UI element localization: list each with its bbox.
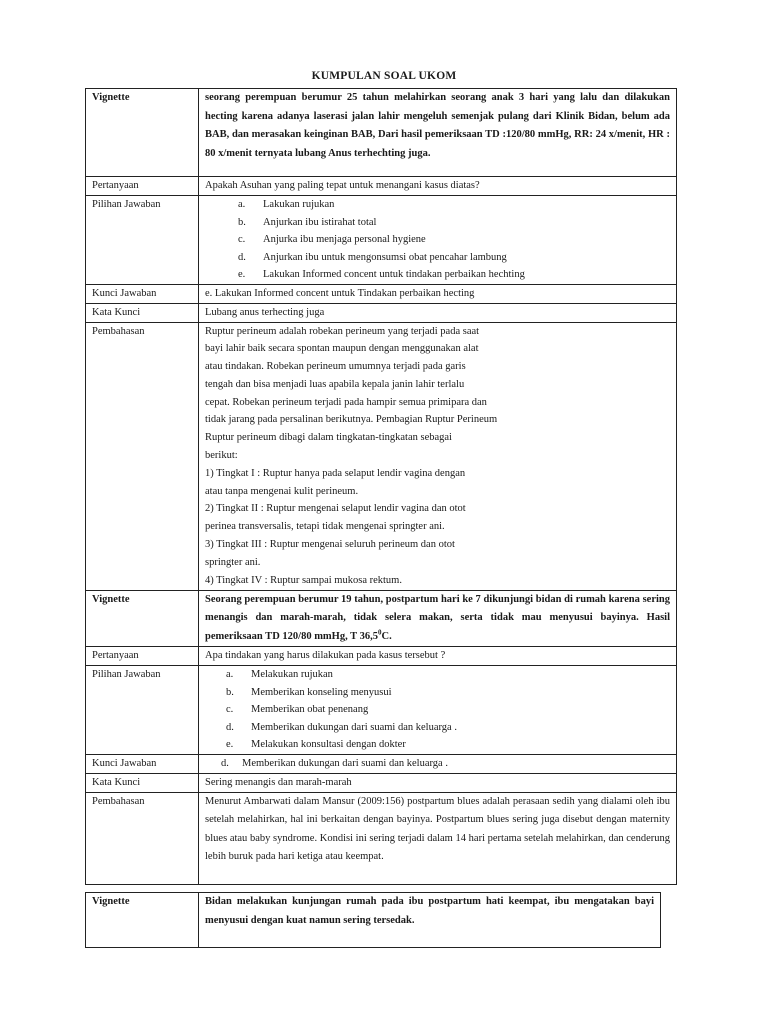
case1-discussion	[199, 322, 677, 590]
case2-keyword: Sering menangis dan marah-marah	[199, 773, 677, 792]
discussion-line: 2) Tingkat II : Ruptur mengenai selaput lendir vagina dan otot	[205, 503, 466, 515]
table-row	[86, 284, 677, 303]
row-label-pembahasan: Pembahasan	[86, 792, 199, 884]
list-item	[205, 666, 670, 684]
table-row	[86, 303, 677, 322]
discussion-line: 3) Tingkat III : Ruptur mengenai seluruh perineum dan otot	[205, 539, 455, 551]
discussion-line: bayi lahir baik secara spontan maupun dengan menggunakan alat	[205, 343, 479, 355]
table-row	[86, 666, 677, 755]
option-text: Melakukan konsultasi dengan dokter	[251, 739, 406, 750]
discussion-line: 1) Tingkat I : Ruptur hanya pada selaput lendir vagina dengan	[205, 467, 466, 479]
option-text: Anjurka ibu menjaga personal hygiene	[263, 234, 426, 245]
table-row	[86, 773, 677, 792]
discussion-line: perinea transversalis, tetapi tidak mengenai springter ani.	[205, 521, 445, 533]
list-item	[205, 701, 670, 719]
row-label-vignette: Vignette	[86, 590, 199, 647]
case2-question: Apa tindakan yang harus dilakukan pada kasus tersebut ?	[199, 647, 677, 666]
list-item	[205, 196, 670, 214]
option-text: Lakukan Informed concent untuk tindakan perbaikan hechting	[263, 269, 525, 280]
case1-keyword: Lubang anus terhecting juga	[199, 303, 677, 322]
list-item	[205, 736, 670, 754]
table-row	[86, 177, 677, 196]
case1-answer-key: e. Lakukan Informed concent untuk Tindakan perbaikan hecting	[199, 284, 677, 303]
list-item	[205, 266, 670, 284]
discussion-line: tengah dan bisa menjadi luas apabila kepala janin lahir terlalu	[205, 378, 465, 390]
option-marker: e.	[226, 739, 234, 750]
option-marker: c.	[238, 234, 246, 245]
row-label-pertanyaan: Pertanyaan	[86, 177, 199, 196]
row-label-pilihan: Pilihan Jawaban	[86, 666, 199, 755]
table-row	[86, 89, 677, 177]
option-text: Memberikan obat penenang	[251, 704, 369, 715]
table-row	[86, 590, 677, 647]
answer-key-text: Memberikan dukungan dari suami dan keluarga .	[242, 757, 448, 769]
row-label-vignette: Vignette	[86, 893, 199, 948]
row-label-vignette: Vignette	[86, 89, 199, 177]
document-title: KUMPULAN SOAL UKOM	[311, 70, 457, 82]
case1-question: Apakah Asuhan yang paling tepat untuk menangani kasus diatas?	[199, 177, 677, 196]
option-marker: a.	[226, 669, 234, 680]
discussion-line: tidak jarang pada persalinan berikutnya. Pembagian Ruptur Perineum	[205, 414, 498, 426]
row-label-kata-kunci: Kata Kunci	[86, 773, 199, 792]
case2-options	[199, 666, 677, 755]
option-marker: c.	[226, 704, 234, 715]
list-item	[205, 231, 670, 249]
option-text: Anjurkan ibu istirahat total	[263, 216, 377, 228]
answer-key-marker: d.	[221, 757, 229, 769]
discussion-line: atau tanpa mengenai kulit perineum.	[205, 485, 359, 497]
case2-vignette	[199, 590, 677, 647]
table-row	[86, 792, 677, 884]
question-table-1	[85, 88, 677, 885]
answer-option-list	[205, 666, 670, 754]
option-marker: e.	[238, 269, 246, 280]
discussion-line: cepat. Robekan perineum terjadi pada hampir semua primipara dan	[205, 396, 487, 408]
option-text: Memberikan konseling menyusui	[251, 686, 392, 698]
table-row	[86, 196, 677, 285]
option-marker: b.	[238, 216, 246, 228]
list-item	[205, 249, 670, 267]
option-text: Anjurkan ibu untuk mengonsumsi obat pencahar lambung	[263, 251, 507, 263]
list-item	[205, 684, 670, 702]
option-marker: d.	[238, 251, 246, 263]
list-item	[205, 214, 670, 232]
case2-discussion: Menurut Ambarwati dalam Mansur (2009:156) postpartum blues adalah perasaan sedih yang dialami oleh ibu setelah melahirkan, hal ini berkaitan dengan bayinya. Postpartum blues sering juga disebut dengan maternity blues atau baby syndrome. Kondisi ini sering terjadi dalam 14 hari pertama setelah melahirkan, dan cenderung lebih buruk pada hari ketiga atau keempat.	[199, 792, 677, 884]
row-label-pembahasan: Pembahasan	[86, 322, 199, 590]
answer-option-list	[205, 196, 670, 284]
case1-options	[199, 196, 677, 285]
discussion-line: 4) Tingkat IV : Ruptur sampai mukosa rektum.	[205, 574, 402, 586]
discussion-line: Ruptur perineum adalah robekan perineum yang terjadi pada saat	[205, 325, 480, 337]
option-marker: d.	[226, 721, 234, 733]
row-label-kata-kunci: Kata Kunci	[86, 303, 199, 322]
question-table-2	[85, 892, 661, 948]
row-label-kunci: Kunci Jawaban	[86, 284, 199, 303]
option-text: Memberikan dukungan dari suami dan keluarga .	[251, 721, 457, 733]
case2-vignette-text: Seorang perempuan berumur 19 tahun, postpartum hari ke 7 dikunjungi bidan di rumah karena sering menangis dan marah-marah, tidak selera makan, serta tidak mau menyusui bayinya. Hasil pemeriksaan TD 120/80 mmHg, T 36,5	[205, 593, 670, 642]
row-label-pertanyaan: Pertanyaan	[86, 647, 199, 666]
case2-answer-key	[199, 754, 677, 773]
table-row	[86, 322, 677, 590]
row-label-kunci: Kunci Jawaban	[86, 754, 199, 773]
case1-vignette: seorang perempuan berumur 25 tahun melahirkan seorang anak 3 hari yang lalu dan dilakukan hecting karena adanya laserasi jalan lahir mengeluh semenjak pulang dari Klinik Bidan, belum ada BAB, dan merasakan keinginan BAB, Dari hasil pemeriksaan TD :120/80 mmHg, RR: 24 x/menit, HR : 80 x/menit ternyata lubang Anus terhechting juga.	[199, 89, 677, 177]
table-row	[86, 893, 661, 948]
discussion-line: springter ani.	[205, 556, 261, 568]
table-row	[86, 647, 677, 666]
discussion-line: Ruptur perineum dibagi dalam tingkatan-tingkatan sebagai	[205, 432, 452, 444]
discussion-line: berikut:	[205, 450, 238, 462]
degree-superscript: 0	[377, 628, 382, 636]
discussion-line: atau tindakan. Robekan perineum umumnya terjadi pada garis	[205, 361, 466, 373]
list-item	[205, 719, 670, 737]
option-marker: a.	[238, 199, 246, 210]
option-marker: b.	[226, 686, 234, 698]
row-label-pilihan: Pilihan Jawaban	[86, 196, 199, 285]
table-row	[86, 754, 677, 773]
option-text: Melakukan rujukan	[251, 669, 333, 680]
option-text: Lakukan rujukan	[263, 199, 335, 210]
case2-vignette-end: C.	[381, 630, 392, 642]
case3-vignette: Bidan melakukan kunjungan rumah pada ibu postpartum hati keempat, ibu mengatakan bayi menyusui dengan kuat namun sering tersedak.	[199, 893, 661, 948]
